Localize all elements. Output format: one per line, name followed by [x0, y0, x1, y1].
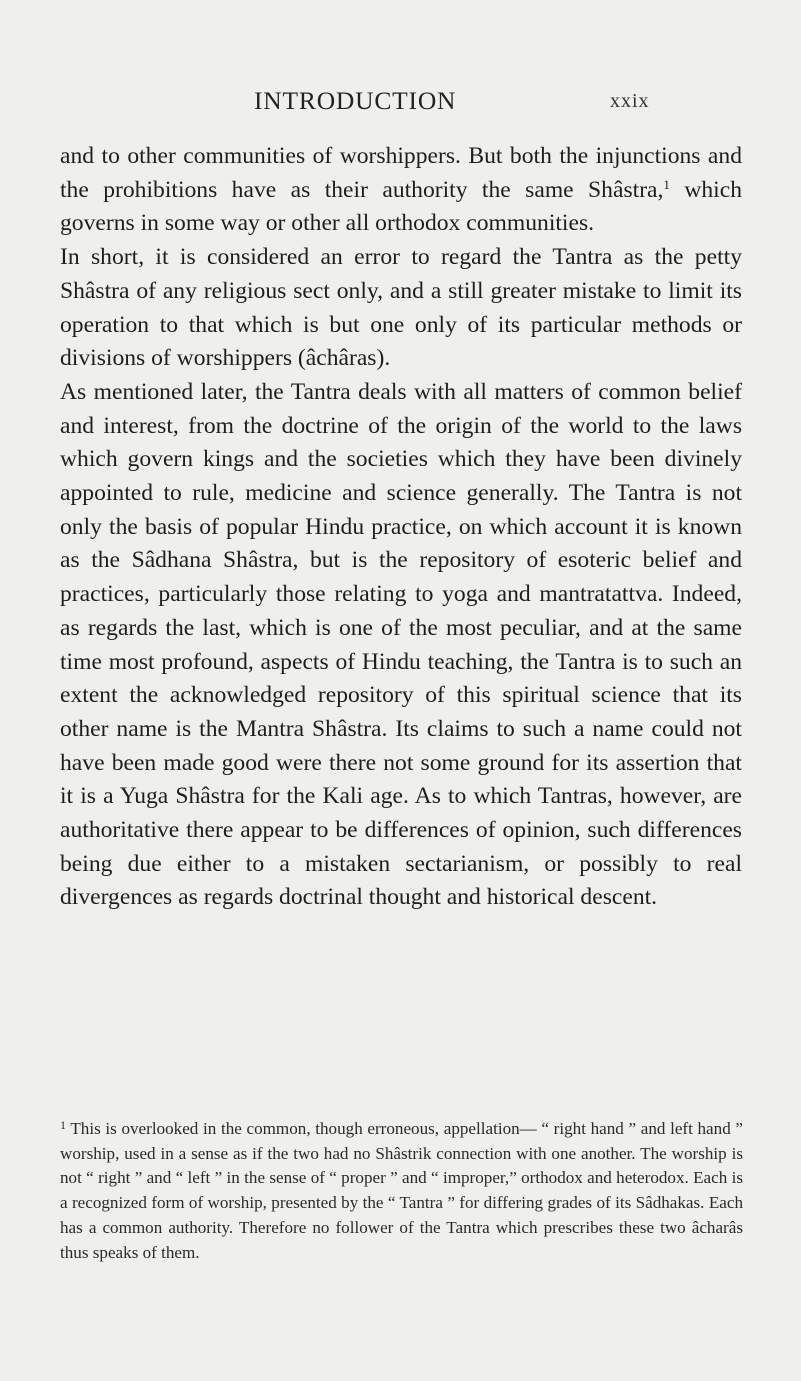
- paragraph-2: In short, it is considered an error to regard the Tantra as the petty Shâstra of any religious sect only, and a still greater mistake to limit its operation to that which is but one only of its particular methods or divisions of worshippers (âchâras).: [60, 244, 742, 372]
- page-number: xxix: [610, 90, 650, 112]
- footnote-reference: 1: [663, 176, 670, 192]
- paragraph-1-text-end: which governs in some way or other all orthodox communities.: [60, 176, 742, 237]
- footnote-area: [60, 1117, 743, 1265]
- paragraph-1-text: and to other communities of worshippers. But both the injunctions and the prohibitions have as their authority the same Shâstra,: [60, 143, 742, 203]
- paragraph-3: As mentioned later, the Tantra deals with all matters of common belief and interest, from the doctrine of the origin of the world to the laws which govern kings and the societies which they have been divinely appointed to rule, medicine and science generally. The Tantra is not only the basis of popular Hindu practice, on which account it is known as the Sâdhana Shâstra, but is the repository of esoteric belief and practices, particularly those relating to yoga and mantratattva. Indeed, as regards the last, which is one of the most peculiar, and at the same time most profound, aspects of Hindu teaching, the Tantra is to such an extent the acknowledged repository of this spiritual science that its other name is the Mantra Shâstra. Its claims to such a name could not have been made good were there not some ground for its assertion that it is a Yuga Shâstra for the Kali age. As to which Tantras, however, are authoritative there appear to be differences of opinion, such differences being due either to a mistaken sectarianism, or possibly to real divergences as regards doctrinal thought and historical descent.: [60, 378, 742, 911]
- footnote-marker: 1: [60, 1118, 66, 1132]
- footnote-1: [60, 1117, 743, 1265]
- paragraph-1: [60, 140, 742, 241]
- running-title: INTRODUCTION: [254, 86, 457, 115]
- body-text: [60, 140, 742, 915]
- footnote-text: This is overlooked in the common, though erroneous, appellation— “ right hand ” and left hand ” worship, used in a sense as if the two had no Shâstrik connection with one another. The worship is not “ right ” and “ left ” in the sense of “ proper ” and “ improper,” orthodox and heterodox. Each is a recognized form of worship, presented by the “ Tantra ” for differing grades of its Sâdhakas. Each has a common authority. Therefore no follower of the Tantra which prescribes these two âcharâs thus speaks of them.: [60, 1119, 743, 1262]
- running-head: [0, 86, 801, 116]
